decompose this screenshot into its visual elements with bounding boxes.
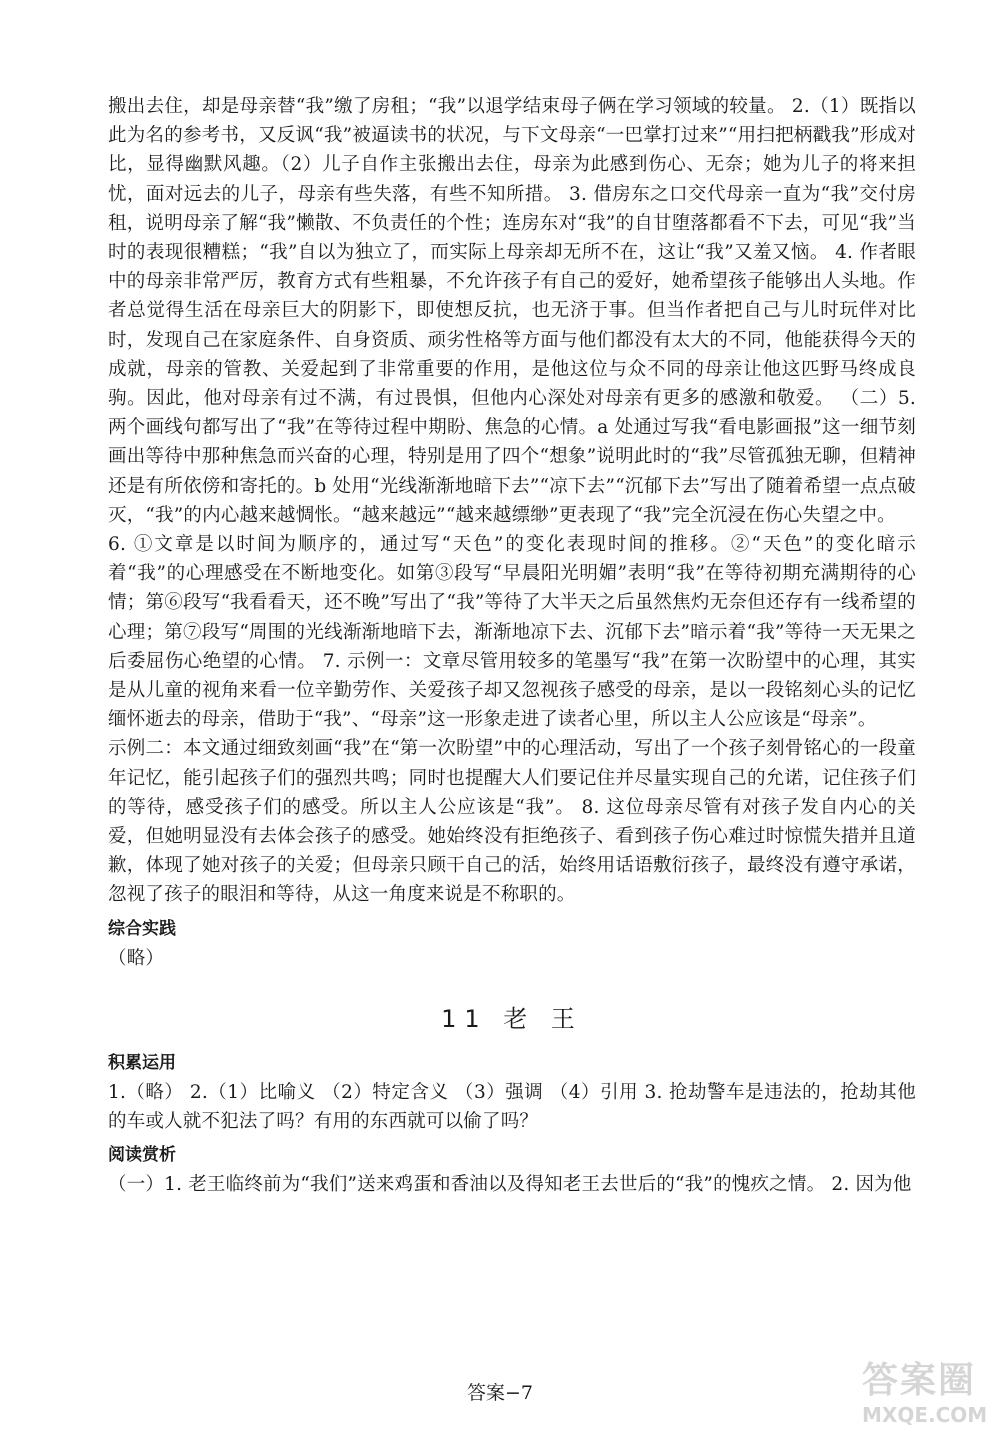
page-number-footer: 答案−7 [466, 1382, 533, 1404]
answer-page-content [108, 92, 916, 1200]
answer-paragraph-2: 6. ①文章是以时间为顺序的，通过写“天色”的变化表现时间的推移。②“天色”的变化暗示着“我”的心理感受在不断地变化。如第③段写“早晨阳光明媚”表明“我”在等待初期充满期待的心情；第⑥段写“我看看天，还不晚”写出了“我”等待了大半天之后虽然焦灼无奈但还存有一线希望的心理；第⑦段写“周围的光线渐渐地暗下去，渐渐地凉下去、沉郁下去”暗示着“我”等待一天无果之后委屈伤心绝望的心情。 7. 示例一：文章尽管用较多的笔墨写“我”在第一次盼望中的心理，其实是从儿童的视角来看一位辛勤劳作、关爱孩子却又忽视孩子感受的母亲，是以一段铭刻心头的记忆缅怀逝去的母亲，借助于“我”、“母亲”这一形象走进了读者心里，所以主人公应该是“母亲”。 [108, 534, 916, 731]
practice-answer: （略） [108, 947, 165, 969]
watermark-logo-text: 答案圈 [862, 1360, 977, 1401]
lesson-title: 11 老 王 [441, 1004, 583, 1033]
reading-answers: （一）1. 老王临终前为“我们”送来鸡蛋和香油以及得知老王去世后的“我”的愧疚之情。 2. 因为他 [108, 1174, 912, 1196]
accumulation-answers: 1.（略） 2.（1）比喻义 （2）特定含义 （3）强调 （4）引用 3. 抢劫警车是违法的，抢劫其他的车或人就不犯法了吗？有用的东西就可以偷了吗？ [108, 1081, 916, 1133]
answer-paragraph-1: 搬出去住，却是母亲替“我”缴了房租；“我”以退学结束母子俩在学习领域的较量。 2.（1）既指以此为名的参考书，又反讽“我”被逼读书的状况，与下文母亲“一巴掌打过来”“用扫把柄戳我”形成对比，显得幽默风趣。（2）儿子自作主张搬出去住，母亲为此感到伤心、无奈；她为儿子的将来担忧，面对远去的儿子，母亲有些失落，有些不知所措。 3. 借房东之口交代母亲一直为“我”交付房租，说明母亲了解“我”懒散、不负责任的个性；连房东对“我”的自甘堕落都看不下去，可见“我”当时的表现很糟糕；“我”自以为独立了，而实际上母亲却无所不在，这让“我”又羞又恼。 4. 作者眼中的母亲非常严厉，教育方式有些粗暴，不允许孩子有自己的爱好，她希望孩子能够出人头地。作者总觉得生活在母亲巨大的阴影下，即使想反抗，也无济于事。但当作者把自己与儿时玩伴对比时，发现自己在家庭条件、自身资质、顽劣性格等方面与他们都没有太大的不同，他能获得今天的成就，母亲的管教、关爱起到了非常重要的作用，是他这位与众不同的母亲让他这匹野马终成良驹。因此，他对母亲有过不满，有过畏惧，但他内心深处对母亲有更多的感激和敬爱。 （二）5. 两个画线句都写出了“我”在等待过程中期盼、焦急的心情。a 处通过写我“看电影画报”这一细节刻画出等待中那种焦急而兴奋的心理，特别是用了四个“想象”说明此时的“我”尽管孤独无聊，但精神还是有所依傍和寄托的。b 处用“光线渐渐地暗下去”“凉下去”“沉郁下去”写出了随着希望一点点破灭，“我”的内心越来越惆怅。“越来越远”“越来越缥缈”更表现了“我”完全沉浸在伤心失望之中。 [108, 96, 916, 526]
section-heading-accumulation: 积累运用 [108, 1052, 176, 1073]
answer-paragraph-3: 示例二：本文通过细致刻画“我”在“第一次盼望”中的心理活动，写出了一个孩子刻骨铭心的一段童年记忆，能引起孩子们的强烈共鸣；同时也提醒大人们要记住并尽量实现自己的允诺，记住孩子们的等待，感受孩子们的感受。所以主人公应该是“我”。 8. 这位母亲尽管有对孩子发自内心的关爱，但她明显没有去体会孩子的感受。她始终没有拒绝孩子、看到孩子伤心难过时惊慌失措并且道歉，体现了她对孩子的关爱；但母亲只顾干自己的活，始终用话语敷衍孩子，最终没有遵守承诺，忽视了孩子的眼泪和等待，从这一角度来说是不称职的。 [108, 738, 916, 906]
section-heading-practice: 综合实践 [108, 918, 176, 939]
section-heading-reading: 阅读赏析 [108, 1145, 176, 1166]
watermark-site-text: MXQE.COM [862, 1403, 988, 1427]
watermark-logo [862, 1352, 988, 1438]
